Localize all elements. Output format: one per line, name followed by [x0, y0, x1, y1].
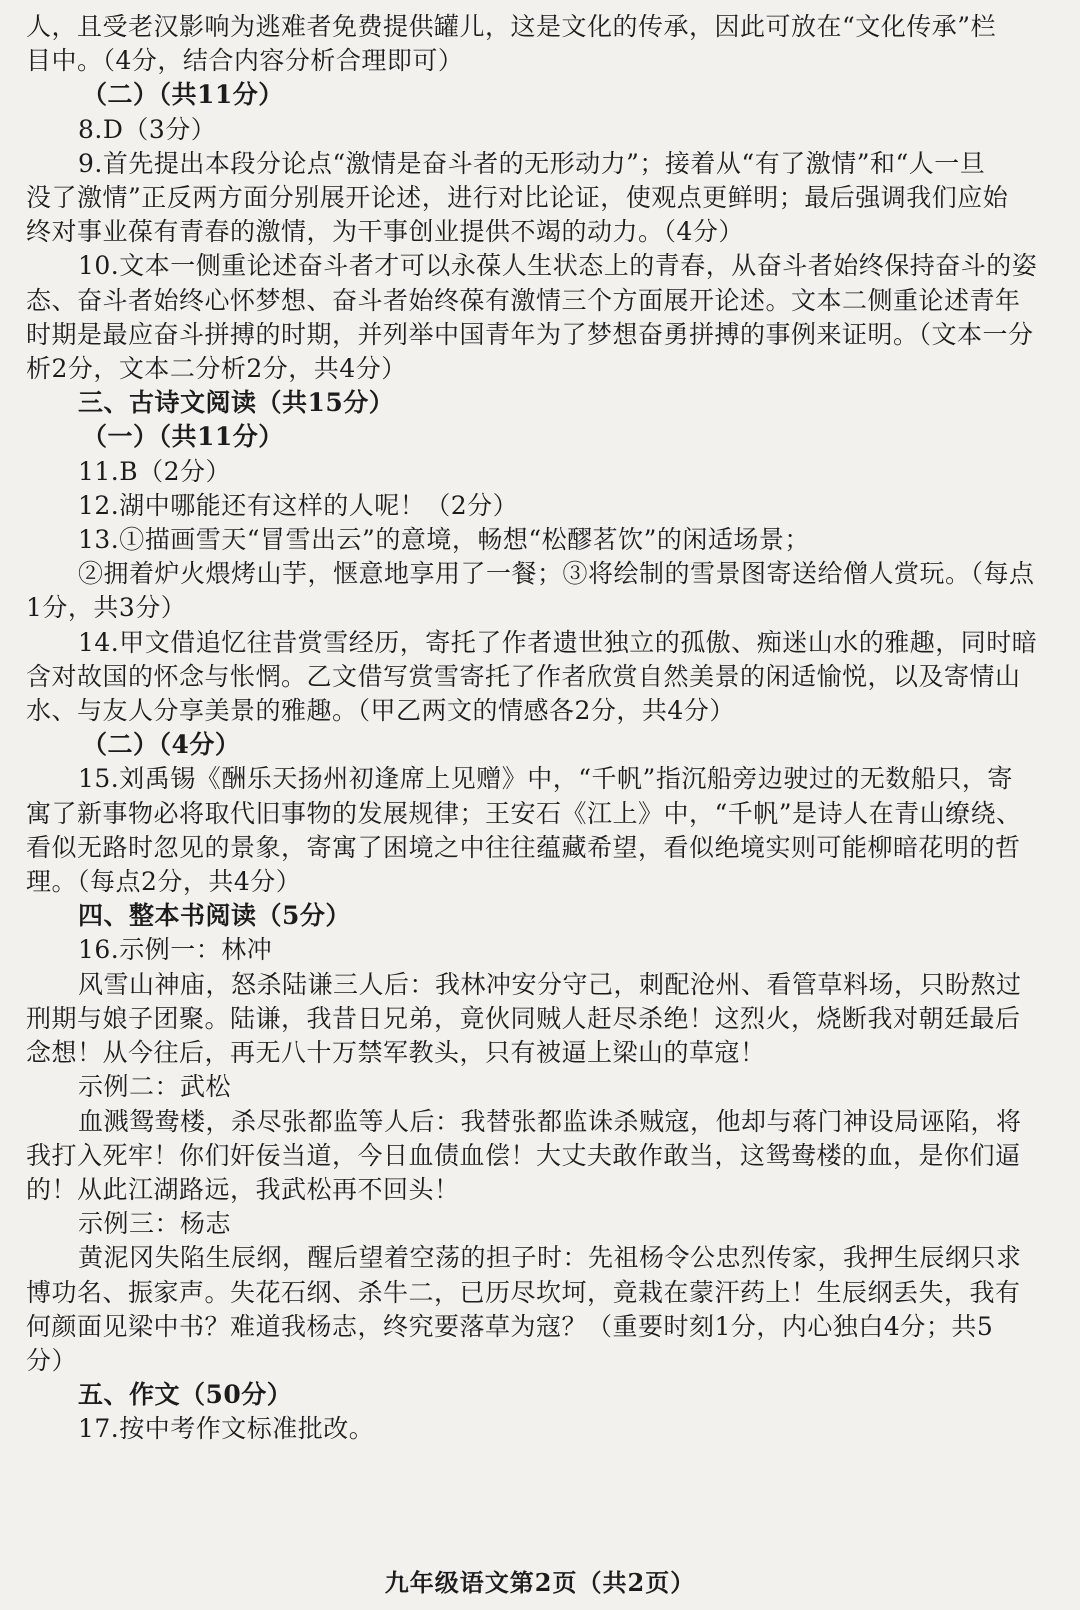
text-line: 人，且受老汉影响为逃难者免费提供罐儿，这是文化的传承，因此可放在“文化传承”栏 [26, 12, 997, 41]
section-heading: （二）（共11分） [82, 80, 284, 110]
text-line: 分） [26, 1345, 78, 1375]
text-line: 我打入死牢！你们奸佞当道，今日血债血偿！大丈夫敢作敢当，这鸳鸯楼的血，是你们逼 [26, 1140, 1021, 1170]
text-line: 博功名、振家声。失花石纲、杀牛二，已历尽坎坷，竟栽在蒙汗药上！生辰纲丢失，我有 [26, 1277, 1021, 1307]
text-line: 没了激情”正反两方面分别展开论述，进行对比论证，使观点更鲜明；最后强调我们应始 [26, 183, 1009, 213]
text-line: 看似无路时忽见的景象，寄寓了困境之中往往蕴藏希望，看似绝境实则可能柳暗花明的哲 [26, 832, 1021, 862]
page-footer: 九年级语文第2页（共2页） [384, 1568, 696, 1597]
text-line: 黄泥冈失陷生辰纲，醒后望着空荡的担子时：先祖杨令公忠烈传家，我押生辰纲只求 [78, 1243, 1022, 1273]
text-line: 12.湖中哪能还有这样的人呢！（2分） [78, 490, 519, 520]
section-heading: 四、整本书阅读（5分） [78, 901, 351, 931]
text-line: 示例三：杨志 [78, 1209, 232, 1239]
text-line: 析2分，文本二分析2分，共4分） [26, 354, 407, 384]
text-line: 11.B（2分） [78, 456, 232, 486]
text-line: 14.甲文借追忆往昔赏雪经历，寄托了作者遗世独立的孤傲、痴迷山水的雅趣，同时暗 [78, 627, 1038, 657]
section-heading: （二）（4分） [82, 730, 241, 760]
text-line: 的！从此江湖路远，我武松再不回头！ [26, 1174, 460, 1204]
section-heading: 三、古诗文阅读（共15分） [78, 388, 395, 418]
text-line: 15.刘禹锡《酬乐天扬州初逢席上见赠》中，“千帆”指沉船旁边驶过的无数船只，寄 [78, 764, 1013, 794]
text-line: 理。（每点2分，共4分） [26, 867, 302, 897]
text-line: ②拥着炉火煨烤山芋，惬意地享用了一餐；③将绘制的雪景图寄送给僧人赏玩。（每点 [78, 559, 1035, 589]
text-line: 示例二：武松 [78, 1072, 232, 1102]
section-heading: 五、作文（50分） [78, 1380, 293, 1410]
text-line: 17.按中考作文标准批改。 [78, 1414, 375, 1444]
text-line: 1分，共3分） [26, 593, 187, 623]
text-line: 含对故国的怀念与怅惘。乙文借写赏雪寄托了作者欣赏自然美景的闲适愉悦，以及寄情山 [26, 661, 1021, 691]
text-line: 何颜面见梁中书？难道我杨志，终究要落草为寇？（重要时刻1分，内心独白4分；共5 [26, 1311, 994, 1341]
text-line: 10.文本一侧重论述奋斗者才可以永葆人生状态上的青春，从奋斗者始终保持奋斗的姿 [78, 251, 1038, 281]
text-line: 风雪山神庙，怒杀陆谦三人后：我林冲安分守己，刺配沧州、看管草料场，只盼熬过 [78, 969, 1022, 999]
text-line: 时期是最应奋斗拼搏的时期，并列举中国青年为了梦想奋勇拼搏的事例来证明。（文本一分 [26, 319, 1034, 349]
text-line: 9.首先提出本段分论点“激情是奋斗者的无形动力”；接着从“有了激情”和“人一旦 [78, 148, 986, 178]
text-line: 13.①描画雪天“冒雪出云”的意境，畅想“松醪茗饮”的闲适场景； [78, 525, 810, 555]
answer-text [26, 10, 1054, 1447]
text-line: 寓了新事物必将取代旧事物的发展规律；王安石《江上》中，“千帆”是诗人在青山缭绕、 [26, 798, 1022, 828]
text-line: 8.D（3分） [78, 114, 217, 144]
text-line: 态、奋斗者始终心怀梦想、奋斗者始终葆有激情三个方面展开论述。文本二侧重论述青年 [26, 285, 1021, 315]
text-line: 念想！从今往后，再无八十万禁军教头，只有被逼上梁山的草寇！ [26, 1038, 766, 1068]
text-line: 终对事业葆有青春的激情，为干事创业提供不竭的动力。（4分） [26, 217, 744, 247]
text-line: 刑期与娘子团聚。陆谦，我昔日兄弟，竟伙同贼人赶尽杀绝！这烈火，烧断我对朝廷最后 [26, 1003, 1021, 1033]
text-line: 水、与友人分享美景的雅趣。（甲乙两文的情感各2分，共4分） [26, 696, 735, 726]
text-line: 目中。（4分，结合内容分析合理即可） [26, 46, 464, 76]
text-line: 16.示例一：林冲 [78, 935, 273, 965]
text-line: 血溅鸳鸯楼，杀尽张都监等人后：我替张都监诛杀贼寇，他却与蒋门神设局诬陷，将 [78, 1106, 1022, 1136]
section-heading: （一）（共11分） [82, 422, 284, 452]
